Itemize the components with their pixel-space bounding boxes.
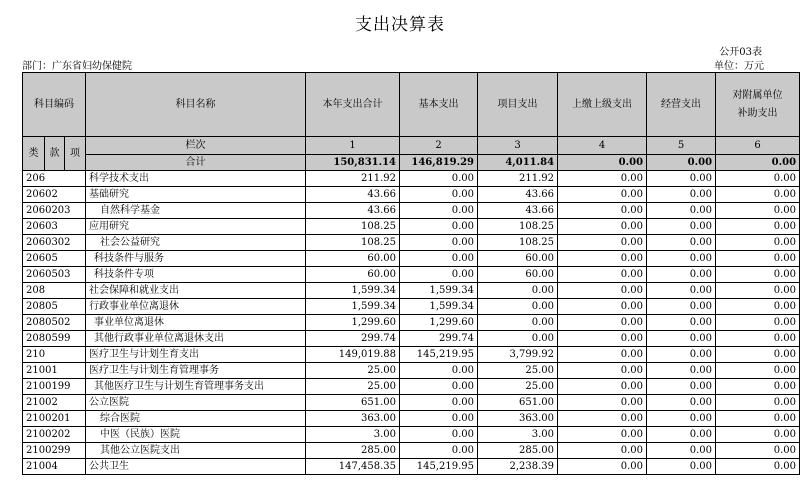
table-row [23,363,800,379]
total-cell: 0.00 [558,155,647,171]
row-value: 0.00 [647,203,716,219]
row-name: 医疗卫生与计划生育管理事务 [86,363,306,379]
department-label: 部门：广东省妇幼保健院 [22,61,132,72]
total-cell: 0.00 [716,155,800,171]
row-value: 0.00 [558,331,647,347]
row-name: 科技条件与服务 [86,251,306,267]
row-value: 0.00 [558,171,647,187]
row-code: 2100199 [23,379,86,395]
row-value: 0.00 [716,251,800,267]
row-value: 0.00 [558,187,647,203]
row-value: 0.00 [716,379,800,395]
row-value: 0.00 [558,251,647,267]
row-code: 20605 [23,251,86,267]
row-value: 108.25 [478,235,558,251]
col-num: 5 [647,137,716,155]
row-value: 0.00 [400,267,478,283]
row-value: 285.00 [478,443,558,459]
row-value: 0.00 [716,411,800,427]
table-row [23,411,800,427]
row-value: 0.00 [558,459,647,475]
row-value: 0.00 [558,427,647,443]
row-value: 0.00 [400,411,478,427]
header-kuan: 款 [45,137,65,171]
table-row [23,267,800,283]
row-value: 0.00 [647,267,716,283]
table-row [23,219,800,235]
row-value: 25.00 [306,363,400,379]
row-code: 21004 [23,459,86,475]
row-value: 43.66 [478,203,558,219]
row-value: 0.00 [647,219,716,235]
unit-label: 单位：万元 [714,61,764,72]
row-value: 0.00 [647,363,716,379]
row-value: 0.00 [647,251,716,267]
column-number-row [23,137,800,155]
table-row [23,331,800,347]
header-name: 科目名称 [86,73,306,137]
row-value: 651.00 [306,395,400,411]
row-value: 0.00 [647,187,716,203]
row-value: 25.00 [306,379,400,395]
report-title: 支出决算表 [355,15,445,35]
row-value: 0.00 [716,187,800,203]
row-value: 0.00 [558,203,647,219]
header-total: 本年支出合计 [306,73,400,137]
table-row [23,251,800,267]
row-code: 2080502 [23,315,86,331]
row-value: 0.00 [647,379,716,395]
row-code: 208 [23,283,86,299]
total-row [23,155,800,171]
col-num: 2 [400,137,478,155]
row-value: 0.00 [558,347,647,363]
row-code: 20603 [23,219,86,235]
row-value: 1,299.60 [400,315,478,331]
row-name: 中医（民族）医院 [86,427,306,443]
row-value: 0.00 [716,331,800,347]
header-lei: 类 [23,137,45,171]
table-row [23,315,800,331]
row-value: 0.00 [558,315,647,331]
row-value: 43.66 [306,187,400,203]
row-value: 211.92 [306,171,400,187]
header-project: 项目支出 [478,73,558,137]
row-value: 299.74 [306,331,400,347]
row-value: 0.00 [478,299,558,315]
row-value: 651.00 [478,395,558,411]
row-value: 0.00 [400,443,478,459]
row-code: 210 [23,347,86,363]
col-num: 6 [716,137,800,155]
row-code: 206 [23,171,86,187]
row-value: 60.00 [306,251,400,267]
total-cell: 146,819.29 [400,155,478,171]
row-value: 1,599.34 [400,283,478,299]
row-value: 299.74 [400,331,478,347]
row-value: 0.00 [558,219,647,235]
header-lanci: 栏次 [86,137,306,155]
row-name: 事业单位离退休 [86,315,306,331]
row-value: 0.00 [400,219,478,235]
row-value: 0.00 [716,235,800,251]
row-value: 0.00 [647,411,716,427]
row-value: 0.00 [716,219,800,235]
row-value: 3.00 [306,427,400,443]
row-value: 0.00 [716,363,800,379]
row-code: 2060203 [23,203,86,219]
header-basic: 基本支出 [400,73,478,137]
header-row [23,73,800,137]
row-value: 0.00 [716,171,800,187]
row-name: 综合医院 [86,411,306,427]
row-value: 0.00 [716,315,800,331]
total-cell: 0.00 [647,155,716,171]
form-code: 公开03表 [719,47,762,58]
total-cell: 150,831.14 [306,155,400,171]
header-subsidy [716,73,800,137]
row-value: 0.00 [716,203,800,219]
row-code: 2100201 [23,411,86,427]
row-value: 0.00 [558,283,647,299]
row-value: 147,458.35 [306,459,400,475]
row-value: 363.00 [478,411,558,427]
row-code: 2060302 [23,235,86,251]
row-value: 0.00 [647,235,716,251]
row-value: 0.00 [400,379,478,395]
row-value: 0.00 [558,379,647,395]
row-value: 60.00 [478,267,558,283]
table-row [23,395,800,411]
row-value: 0.00 [716,299,800,315]
table-row [23,299,800,315]
col-num: 3 [478,137,558,155]
row-value: 108.25 [306,219,400,235]
table-row [23,203,800,219]
table-row [23,171,800,187]
row-value: 0.00 [647,443,716,459]
row-value: 0.00 [647,331,716,347]
row-value: 2,238.39 [478,459,558,475]
row-value: 1,599.34 [306,299,400,315]
row-value: 43.66 [306,203,400,219]
row-value: 0.00 [647,171,716,187]
row-code: 2080599 [23,331,86,347]
row-value: 0.00 [716,443,800,459]
row-value: 0.00 [400,171,478,187]
row-value: 0.00 [558,395,647,411]
header-xiang: 项 [65,137,86,171]
row-value: 3,799.92 [478,347,558,363]
header-business: 经营支出 [647,73,716,137]
row-value: 0.00 [478,331,558,347]
row-value: 0.00 [400,203,478,219]
row-name: 医疗卫生与计划生育支出 [86,347,306,363]
row-value: 0.00 [400,363,478,379]
row-name: 自然科学基金 [86,203,306,219]
row-value: 363.00 [306,411,400,427]
header-code: 科目编码 [23,73,86,137]
row-value: 25.00 [478,379,558,395]
row-value: 0.00 [647,347,716,363]
row-value: 3.00 [478,427,558,443]
row-value: 0.00 [400,427,478,443]
row-name: 应用研究 [86,219,306,235]
row-value: 0.00 [558,363,647,379]
row-value: 0.00 [647,283,716,299]
table-row [23,443,800,459]
row-value: 0.00 [647,459,716,475]
total-label: 合计 [86,155,306,171]
row-value: 0.00 [400,187,478,203]
row-name: 行政事业单位离退休 [86,299,306,315]
row-value: 0.00 [716,267,800,283]
row-value: 145,219.95 [400,347,478,363]
row-code: 20602 [23,187,86,203]
row-name: 其他行政事业单位离退休支出 [86,331,306,347]
row-code: 2100299 [23,443,86,459]
row-value: 0.00 [478,283,558,299]
row-code: 2060503 [23,267,86,283]
row-name: 公立医院 [86,395,306,411]
row-name: 科学技术支出 [86,171,306,187]
row-value: 108.25 [478,219,558,235]
col-num: 1 [306,137,400,155]
row-value: 0.00 [647,315,716,331]
row-value: 0.00 [400,395,478,411]
row-value: 0.00 [716,427,800,443]
row-value: 60.00 [306,267,400,283]
row-value: 0.00 [558,235,647,251]
row-value: 0.00 [558,267,647,283]
row-value: 1,599.34 [400,299,478,315]
row-value: 0.00 [647,299,716,315]
row-value: 145,219.95 [400,459,478,475]
row-value: 0.00 [400,235,478,251]
row-value: 211.92 [478,171,558,187]
table-row [23,187,800,203]
header-upper: 上缴上级支出 [558,73,647,137]
row-name: 社会公益研究 [86,235,306,251]
row-value: 43.66 [478,187,558,203]
row-value: 285.00 [306,443,400,459]
table-row [23,379,800,395]
row-code: 2100202 [23,427,86,443]
row-name: 其他医疗卫生与计划生育管理事务支出 [86,379,306,395]
col-num: 4 [558,137,647,155]
table-row [23,459,800,475]
table-row [23,427,800,443]
table-row [23,235,800,251]
row-name: 公共卫生 [86,459,306,475]
row-value: 0.00 [716,459,800,475]
row-value: 0.00 [478,315,558,331]
row-value: 149,019.88 [306,347,400,363]
row-code: 21002 [23,395,86,411]
table-row [23,347,800,363]
expenditure-table [22,72,800,475]
row-value: 0.00 [647,395,716,411]
row-name: 社会保障和就业支出 [86,283,306,299]
row-value: 0.00 [647,427,716,443]
row-value: 0.00 [716,283,800,299]
row-code: 20805 [23,299,86,315]
row-value: 0.00 [558,299,647,315]
row-value: 0.00 [716,395,800,411]
row-value: 60.00 [478,251,558,267]
total-cell: 4,011.84 [478,155,558,171]
row-name: 其他公立医院支出 [86,443,306,459]
row-value: 0.00 [558,411,647,427]
row-value: 25.00 [478,363,558,379]
row-code: 21001 [23,363,86,379]
row-value: 0.00 [400,251,478,267]
row-value: 0.00 [716,347,800,363]
table-row [23,283,800,299]
row-value: 1,299.60 [306,315,400,331]
row-value: 0.00 [558,443,647,459]
row-value: 1,599.34 [306,283,400,299]
header-subsidy-line1: 对附属单位 [732,89,783,101]
row-name: 基础研究 [86,187,306,203]
row-value: 108.25 [306,235,400,251]
row-name: 科技条件专项 [86,267,306,283]
header-subsidy-line2: 补助支出 [737,107,778,119]
